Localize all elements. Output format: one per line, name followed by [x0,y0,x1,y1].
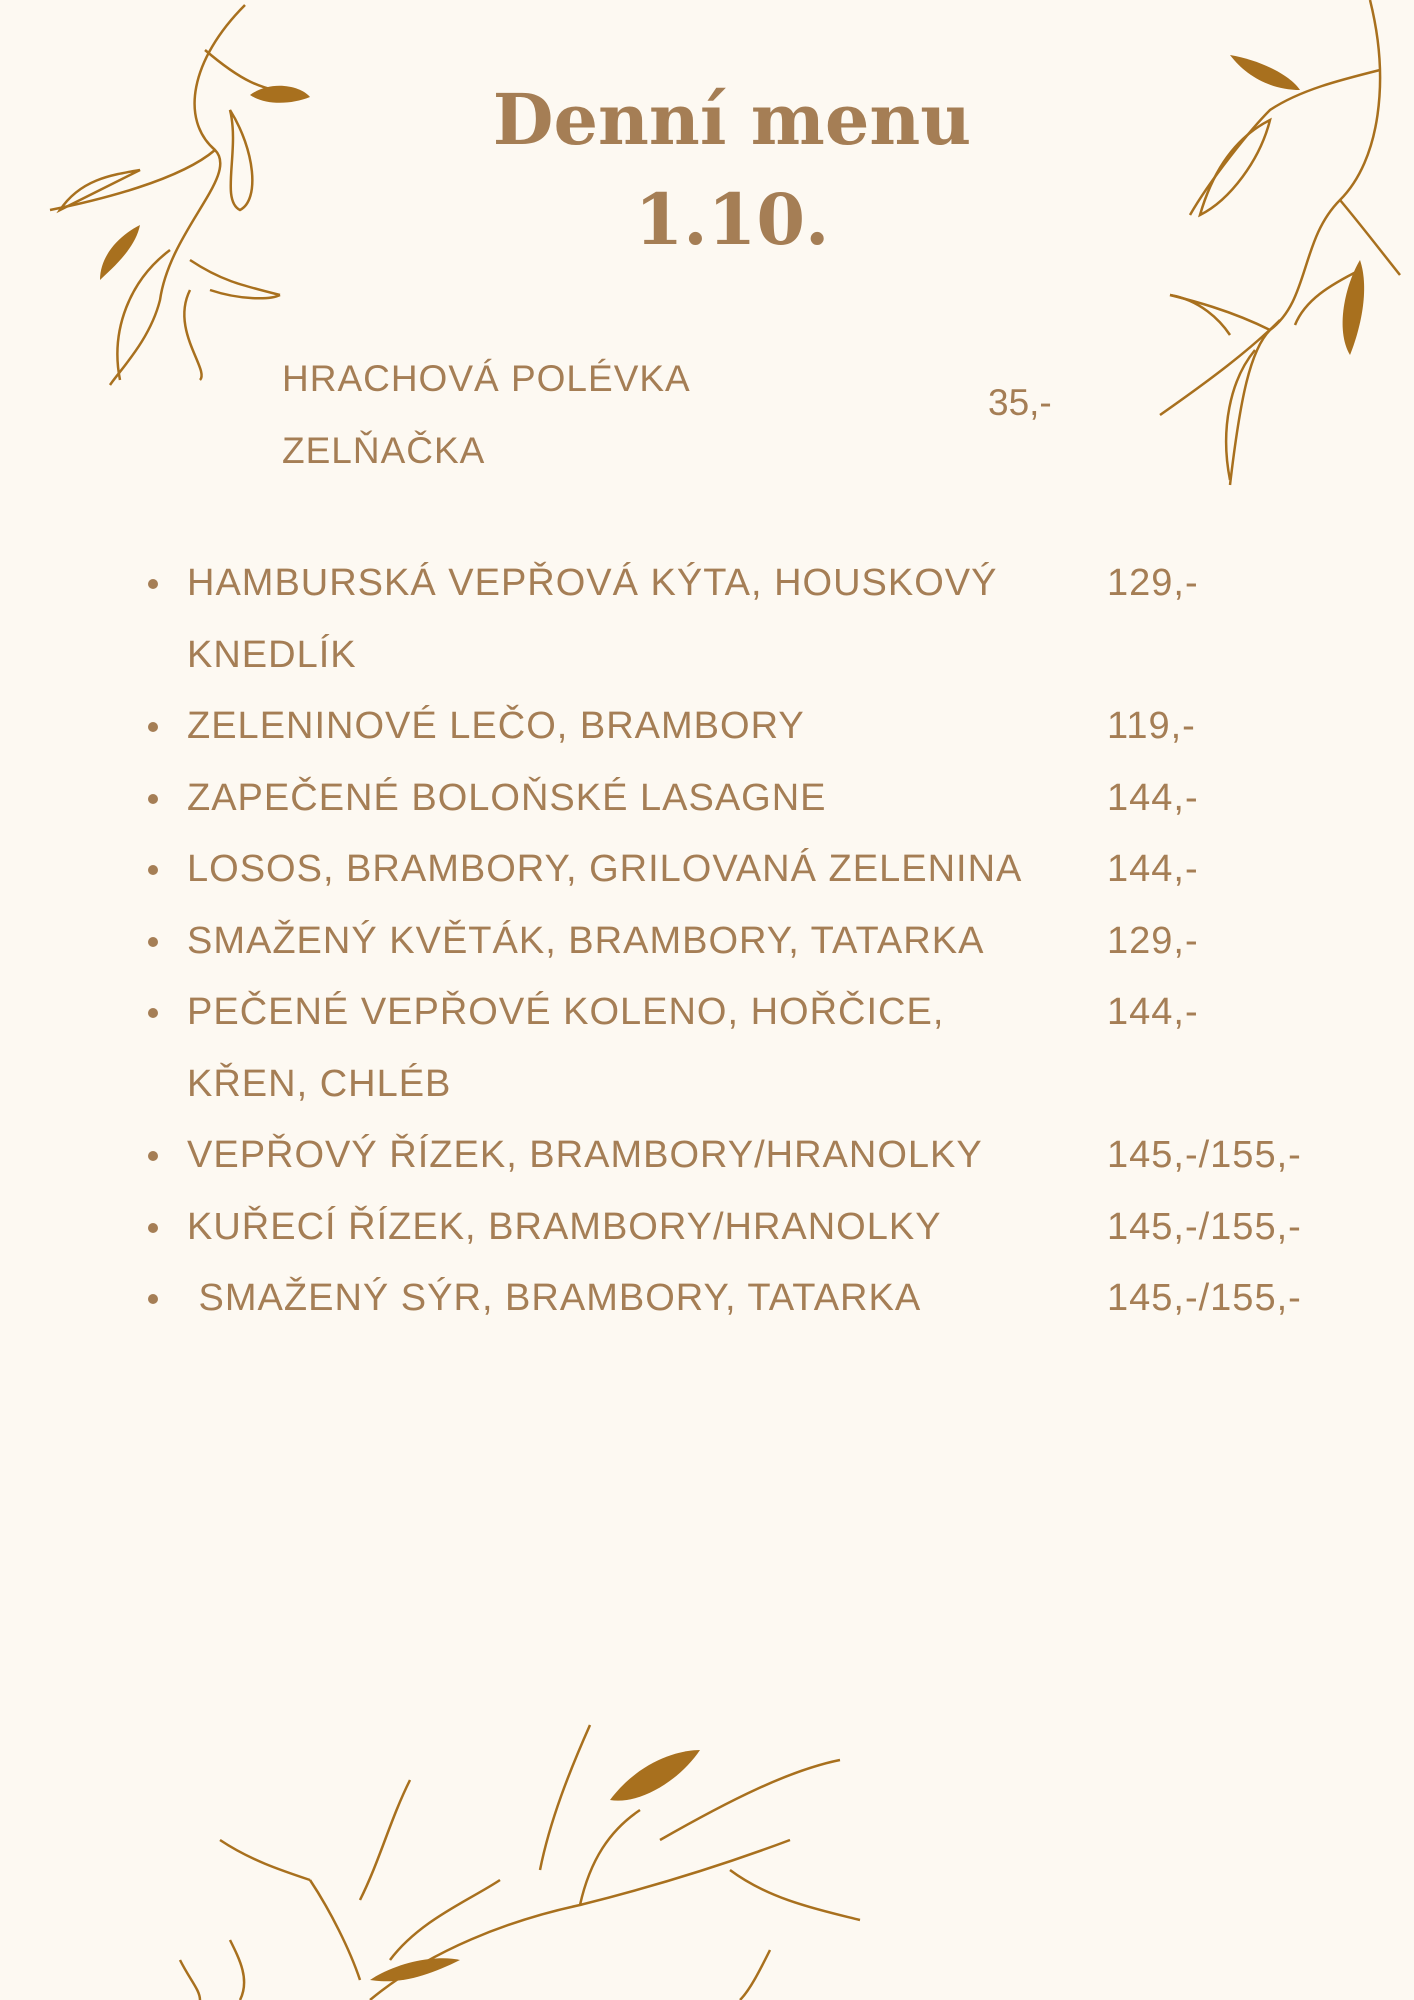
bullet-icon [148,722,158,732]
bullet-icon [148,579,158,589]
list-item [0,548,1414,691]
dish-name: SMAŽENÝ KVĚTÁK, BRAMBORY, TATARKA [187,919,985,962]
dish-price: 144,- [1107,848,1199,890]
list-item [0,763,1414,835]
dish-name: ZAPEČENÉ BOLOŇSKÉ LASAGNE [187,776,827,819]
dish-price: 144,- [1107,776,1199,819]
bullet-icon [148,865,158,875]
bullet-icon [148,1151,158,1161]
list-item [0,977,1414,1120]
dish-price: 145,-/155,- [1107,1205,1302,1248]
list-item [0,691,1414,763]
list-item [0,834,1414,906]
dish-name: LOSOS, BRAMBORY, GRILOVANÁ ZELENINA [187,848,1023,890]
bullet-icon [148,1008,158,1018]
menu-title [0,70,1414,270]
dish-price: 119,- [1107,705,1196,747]
dish-name: KUŘECÍ ŘÍZEK, BRAMBORY/HRANOLKY [187,1205,942,1248]
main-dishes-list [0,548,1414,1335]
soup-item: ZELŇAČKA [282,430,486,471]
dish-name: ZELENINOVÉ LEČO, BRAMBORY [187,705,805,747]
list-item [0,906,1414,978]
dish-name: PEČENÉ VEPŘOVÉ KOLENO, HOŘČICE, KŘEN, CHLÉB [187,991,945,1105]
menu-date: 1.10. [634,178,830,261]
soup-section [282,343,691,487]
bullet-icon [148,794,158,804]
dish-price: 129,- [1107,919,1199,962]
list-item [0,1263,1414,1335]
dish-name: VEPŘOVÝ ŘÍZEK, BRAMBORY/HRANOLKY [187,1134,983,1176]
dish-name: HAMBURSKÁ VEPŘOVÁ KÝTA, HOUSKOVÝ KNEDLÍK [187,562,998,676]
list-item [0,1192,1414,1264]
dish-price: 144,- [1107,991,1199,1033]
dish-price: 145,-/155,- [1107,1277,1302,1319]
leaf-branch-bottom-icon [170,1720,890,2000]
soup-item: HRACHOVÁ POLÉVKA [282,358,691,399]
soup-price: 35,- [988,382,1052,423]
bullet-icon [148,1223,158,1233]
bullet-icon [148,1294,158,1304]
menu-title-line: Denní menu [492,78,972,161]
list-item [0,1120,1414,1192]
dish-price: 145,-/155,- [1107,1134,1302,1176]
dish-price: 129,- [1107,562,1199,604]
bullet-icon [148,937,158,947]
dish-name: SMAŽENÝ SÝR, BRAMBORY, TATARKA [187,1277,922,1319]
